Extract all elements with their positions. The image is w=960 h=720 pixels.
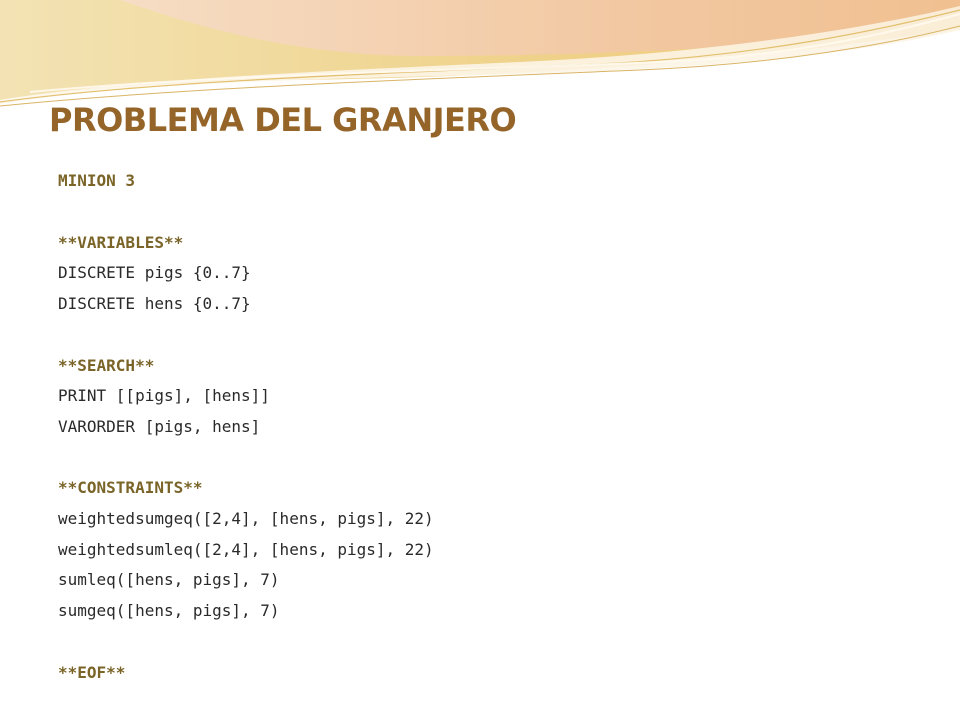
code-block xyxy=(58,0,938,720)
constraint-line: sumleq([hens, pigs], 7) xyxy=(58,570,280,589)
variable-hens: DISCRETE hens {0..7} xyxy=(58,294,251,313)
search-heading: **SEARCH** xyxy=(58,356,155,375)
print-statement: PRINT [[pigs], [hens]] xyxy=(58,386,270,405)
varorder-statement: VARORDER [pigs, hens] xyxy=(58,417,261,436)
variable-pigs: DISCRETE pigs {0..7} xyxy=(58,263,251,282)
variables-heading: **VARIABLES** xyxy=(58,233,184,252)
constraints-heading: **CONSTRAINTS** xyxy=(58,478,203,497)
eof-marker: **EOF** xyxy=(58,663,126,682)
code-header: MINION 3 xyxy=(58,171,136,190)
constraint-line: sumgeq([hens, pigs], 7) xyxy=(58,601,280,620)
constraint-line: weightedsumgeq([2,4], [hens, pigs], 22) xyxy=(58,509,434,528)
constraint-line: weightedsumleq([2,4], [hens, pigs], 22) xyxy=(58,540,434,559)
slide-title: PROBLEMA DEL GRANJERO xyxy=(49,101,517,139)
